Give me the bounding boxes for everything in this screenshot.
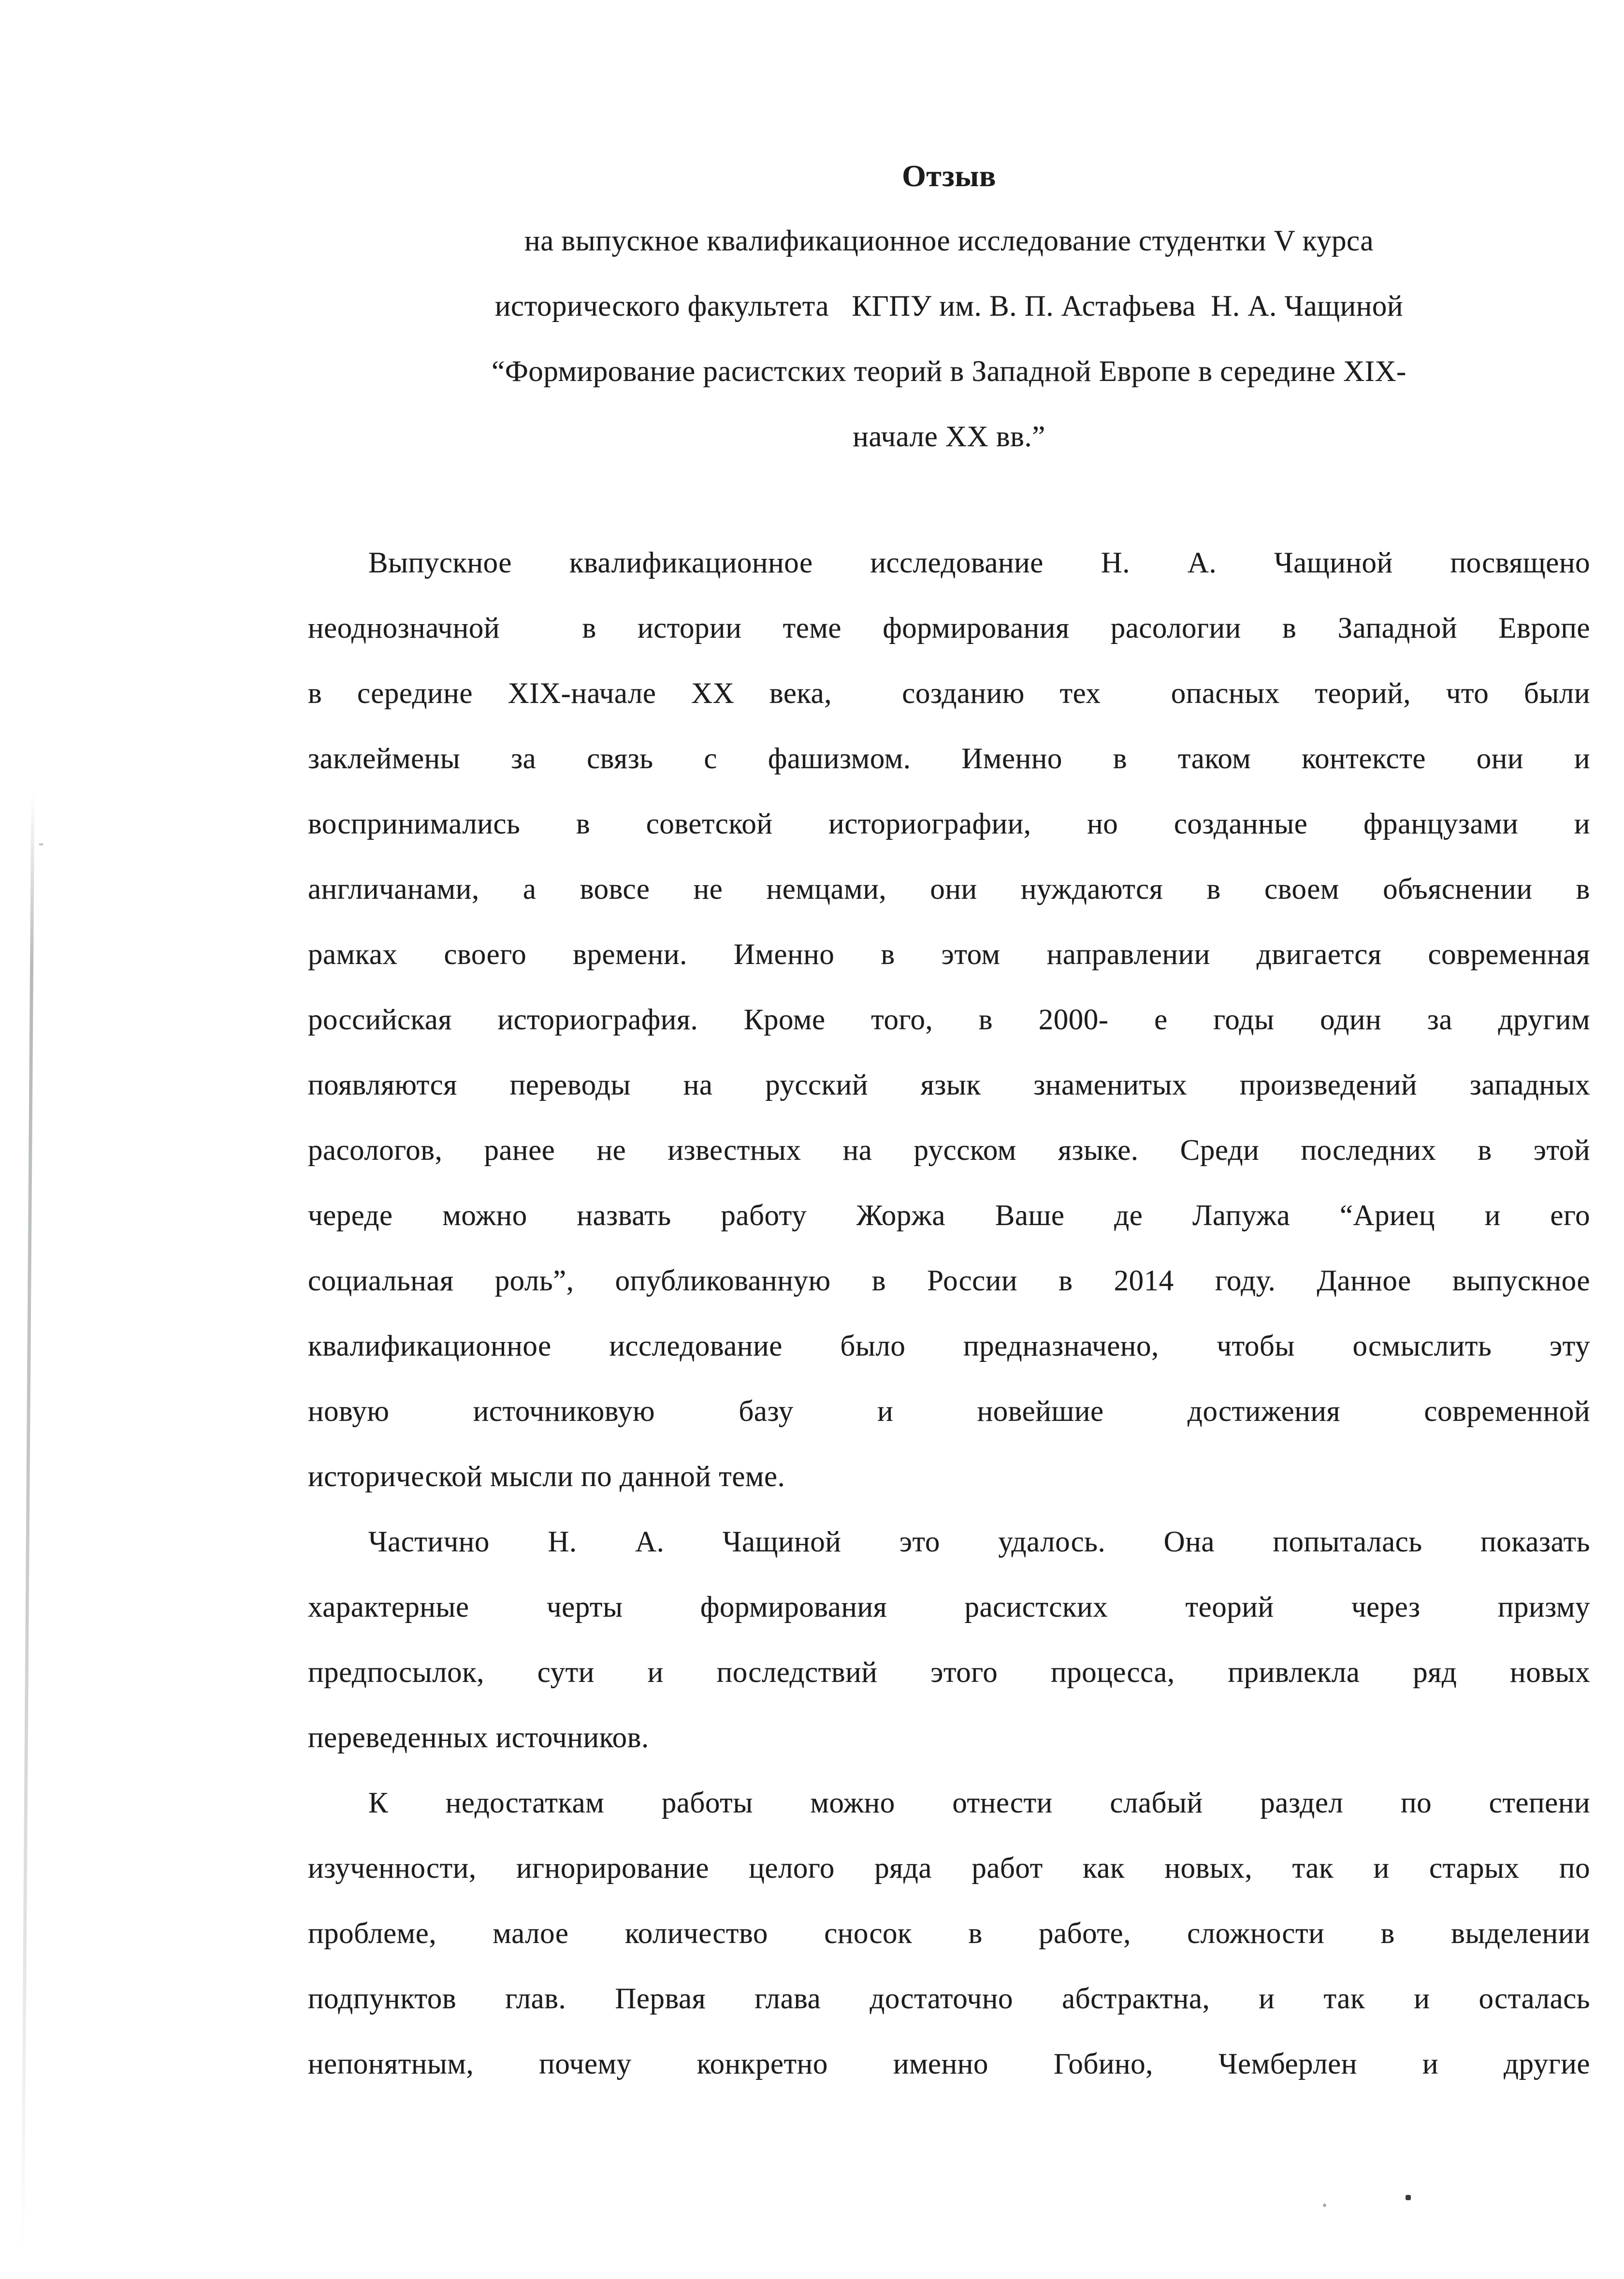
scan-speck [1323, 2204, 1326, 2207]
text-line: рамках своего времени. Именно в этом направлении двигается современная [308, 938, 1590, 971]
text-line: характерные черты формирования расистских теорий через призму [308, 1591, 1590, 1623]
text-line: непонятным, почему конкретно именно Гобино, Чемберлен и другие [308, 2048, 1590, 2080]
text-line: переведенных источников. [308, 1722, 649, 1754]
text-line: заклеймены за связь с фашизмом. Именно в таком контексте они и [308, 743, 1590, 775]
text-line: предпосылок, сути и последствий этого процесса, привлекла ряд новых [308, 1656, 1590, 1689]
text-line: К недостаткам работы можно отнести слабый раздел по степени [368, 1787, 1590, 1819]
text-line: социальная роль”, опубликованную в России в 2014 году. Данное выпускное [308, 1265, 1590, 1297]
text-line: череде можно назвать работу Жоржа Ваше де Лапужа “Ариец и его [308, 1199, 1590, 1232]
text-line: изученности, игнорирование целого ряда работ как новых, так и старых по [308, 1852, 1590, 1885]
text-line: англичанами, а вовсе не немцами, они нуждаются в своем объяснении в [308, 873, 1590, 906]
header-line: на выпускное квалификационное исследование студентки V курса [524, 225, 1374, 257]
document-text-block [308, 143, 1590, 2097]
header-line: начале XX вв.” [853, 421, 1045, 453]
scan-speck [1406, 2195, 1411, 2200]
text-line: появляются переводы на русский язык знаменитых произведений западных [308, 1069, 1590, 1101]
text-line: в середине XIX-начале XX века, созданию тех опасных теорий, что были [308, 677, 1590, 710]
text-line: новую источниковую базу и новейшие достижения современной [308, 1395, 1590, 1428]
paragraph-3 [308, 1770, 1590, 2097]
text-line: исторической мысли по данной теме. [308, 1461, 785, 1493]
header-line: “Формирование расистских теорий в Западной Европе в середине XIX- [492, 355, 1406, 388]
blank-line [308, 469, 1590, 530]
paragraph-2 [308, 1509, 1590, 1770]
text-line: Частично Н. А. Чащиной это удалось. Она попыталась показать [368, 1526, 1590, 1558]
text-line: российская историография. Кроме того, в 2000- е годы один за другим [308, 1004, 1590, 1036]
text-line: проблеме, малое количество сносок в работе, сложности в выделении [308, 1917, 1590, 1950]
text-line: расологов, ранее не известных на русском языке. Среди последних в этой [308, 1134, 1590, 1167]
text-line: подпунктов глав. Первая глава достаточно абстрактна, и так и осталась [308, 1983, 1590, 2015]
text-line: неоднозначной в истории теме формирования расологии в Западной Европе [308, 612, 1590, 644]
paragraph-1 [308, 530, 1590, 1509]
text-line: воспринимались в советской историографии, но созданные французами и [308, 808, 1590, 840]
text-line: квалификационное исследование было предназначено, чтобы осмыслить эту [308, 1330, 1590, 1362]
document-title: Отзыв [902, 159, 996, 193]
scan-edge-artifact [21, 793, 34, 2253]
header-line: исторического факультета КГПУ им. В. П. Астафьева Н. А. Чащиной [494, 290, 1404, 322]
text-line: Выпускное квалификационное исследование Н. А. Чащиной посвящено [368, 547, 1590, 579]
scan-speck [39, 843, 44, 846]
